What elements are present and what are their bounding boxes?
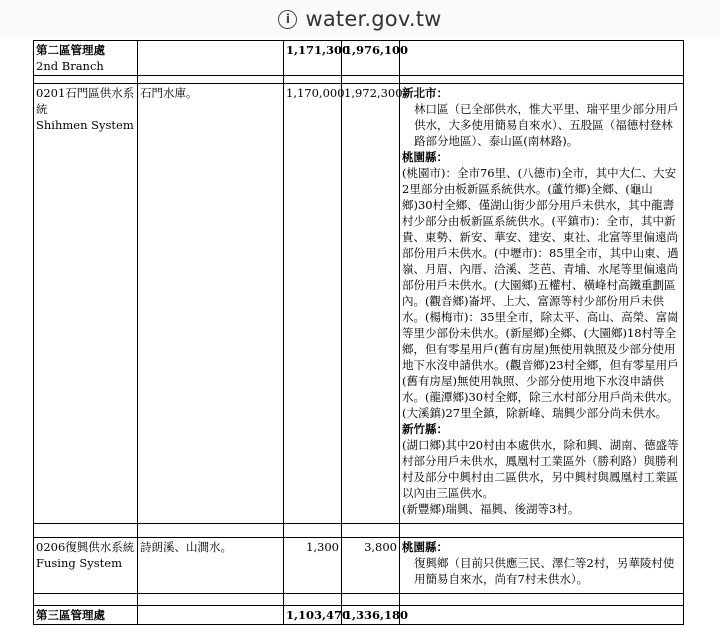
shihmen-area-cell: [400, 84, 684, 524]
shihmen-name-en: Shihmen System: [36, 118, 134, 132]
shihmen-name: 0201石門區供水系統: [36, 86, 135, 116]
branch3-v1: 1,103,470: [284, 606, 342, 625]
area-head-newtaipei: 新北市：: [402, 86, 448, 100]
fusing-name-cell: [34, 538, 138, 594]
fusing-name-en: Fusing System: [36, 556, 122, 570]
table-row-fusing: [34, 538, 684, 594]
branch3-area-cell: [400, 606, 684, 625]
branch3-source-cell: [138, 606, 284, 625]
area-text-taoyuan: (桃園市)：全市76里、(八德市)全市，其中大仁、大安2里部分由板新區系統供水。(蘆竹鄉)全鄉、(龜山鄉)30村全鄉、僅湖山街少部分用戶未供水，其中龍壽村少部分由板新區系統供水。(平鎮市)：全市，其中新貴、東勢、新安、華安、建安、東社、北富等里偏遠尚部份用戶未供水。(中壢市)：85里全市，其中山東、過嶺、月眉、內厝、洽溪、芝芭、青埔、水尾等里偏遠尚部份用戶未供水。(大園鄉)五權村、橫峰村高鐵重劃區內。(觀音鄉)崙坪、上大、富源等村少部份用戶未供水。(楊梅市)：35里全市，除太平、高山、高榮、富崗等里少部份未供水。(新屋鄉)全鄉、(大園鄉)18村等全鄉，但有零星用戶(舊有房屋)無使用執照及少部分使用地下水沒申請供水。(觀音鄉)23村全鄉，但有零星用戶(舊有房屋)無使用執照、少部分使用地下水沒申請供水。(龍潭鄉)30村全鄉，除三水村部分用戶尚未供水。(大溪鎮)27里全鎮，除新峰、瑞興少部分尚未供水。: [402, 166, 679, 420]
url-text: water.gov.tw: [305, 7, 442, 31]
area-text-fusing: 復興鄉（目前只供應三民、澤仁等2村，另華陵村使用簡易自來水，尚有7村未供水）。: [414, 556, 675, 586]
table-row-gap: [34, 524, 684, 538]
fusing-name: 0206復興供水系統: [36, 540, 135, 554]
branch2-source-cell: [138, 41, 284, 76]
branch2-area-cell: [400, 41, 684, 76]
table-row-branch3: [34, 606, 684, 625]
branch3-title: 第三區管理處: [34, 606, 138, 625]
table-row-branch2: [34, 41, 684, 76]
branch2-title: 第二區管理處: [36, 43, 105, 57]
fusing-v1: 1,300: [284, 538, 342, 594]
area-text-hsinchu-1: (湖口鄉)其中20村由本處供水，除和興、湖南、德盛等村部分用戶未供水，鳳凰村工業區外（勝利路）與勝利村及部分中興村由二區供水，另中興村與鳳凰村工業區以內由三區供水。: [402, 438, 679, 500]
info-icon[interactable]: i: [278, 10, 297, 29]
area-head-taoyuan: 桃園縣：: [402, 150, 448, 164]
water-supply-table: [33, 40, 684, 625]
branch2-subtitle: 2nd Branch: [36, 59, 104, 73]
branch3-v2: 1,336,180: [342, 606, 400, 625]
table-row-shihmen: [34, 84, 684, 524]
shihmen-name-cell: [34, 84, 138, 524]
area-head-hsinchu: 新竹縣：: [402, 422, 448, 436]
fusing-area-cell: [400, 538, 684, 594]
table-row-gap: [34, 594, 684, 606]
fusing-v2: 3,800: [342, 538, 400, 594]
area-head-taoyuan-fusing: 桃園縣：: [402, 540, 448, 554]
fusing-source: 詩朗溪、山澗水。: [138, 538, 284, 594]
shihmen-v2: 1,972,300: [342, 84, 400, 524]
branch2-v1: 1,171,300: [284, 41, 342, 76]
table-row-gap: [34, 76, 684, 84]
shihmen-source: 石門水庫。: [138, 84, 284, 524]
shihmen-v1: 1,170,000: [284, 84, 342, 524]
browser-address-bar[interactable]: [0, 0, 720, 38]
area-text-hsinchu-2: (新豐鄉)瑞興、福興、後湖等3村。: [402, 502, 580, 516]
branch2-v2: 1,976,100: [342, 41, 400, 76]
branch2-name-cell: [34, 41, 138, 76]
area-text-newtaipei: 林口區（已全部供水，惟大平里、瑞平里少部分用戶供水，大多使用簡易自來水）、五股區（福德村登林路部分地區）、泰山區(南林路)。: [414, 102, 679, 148]
